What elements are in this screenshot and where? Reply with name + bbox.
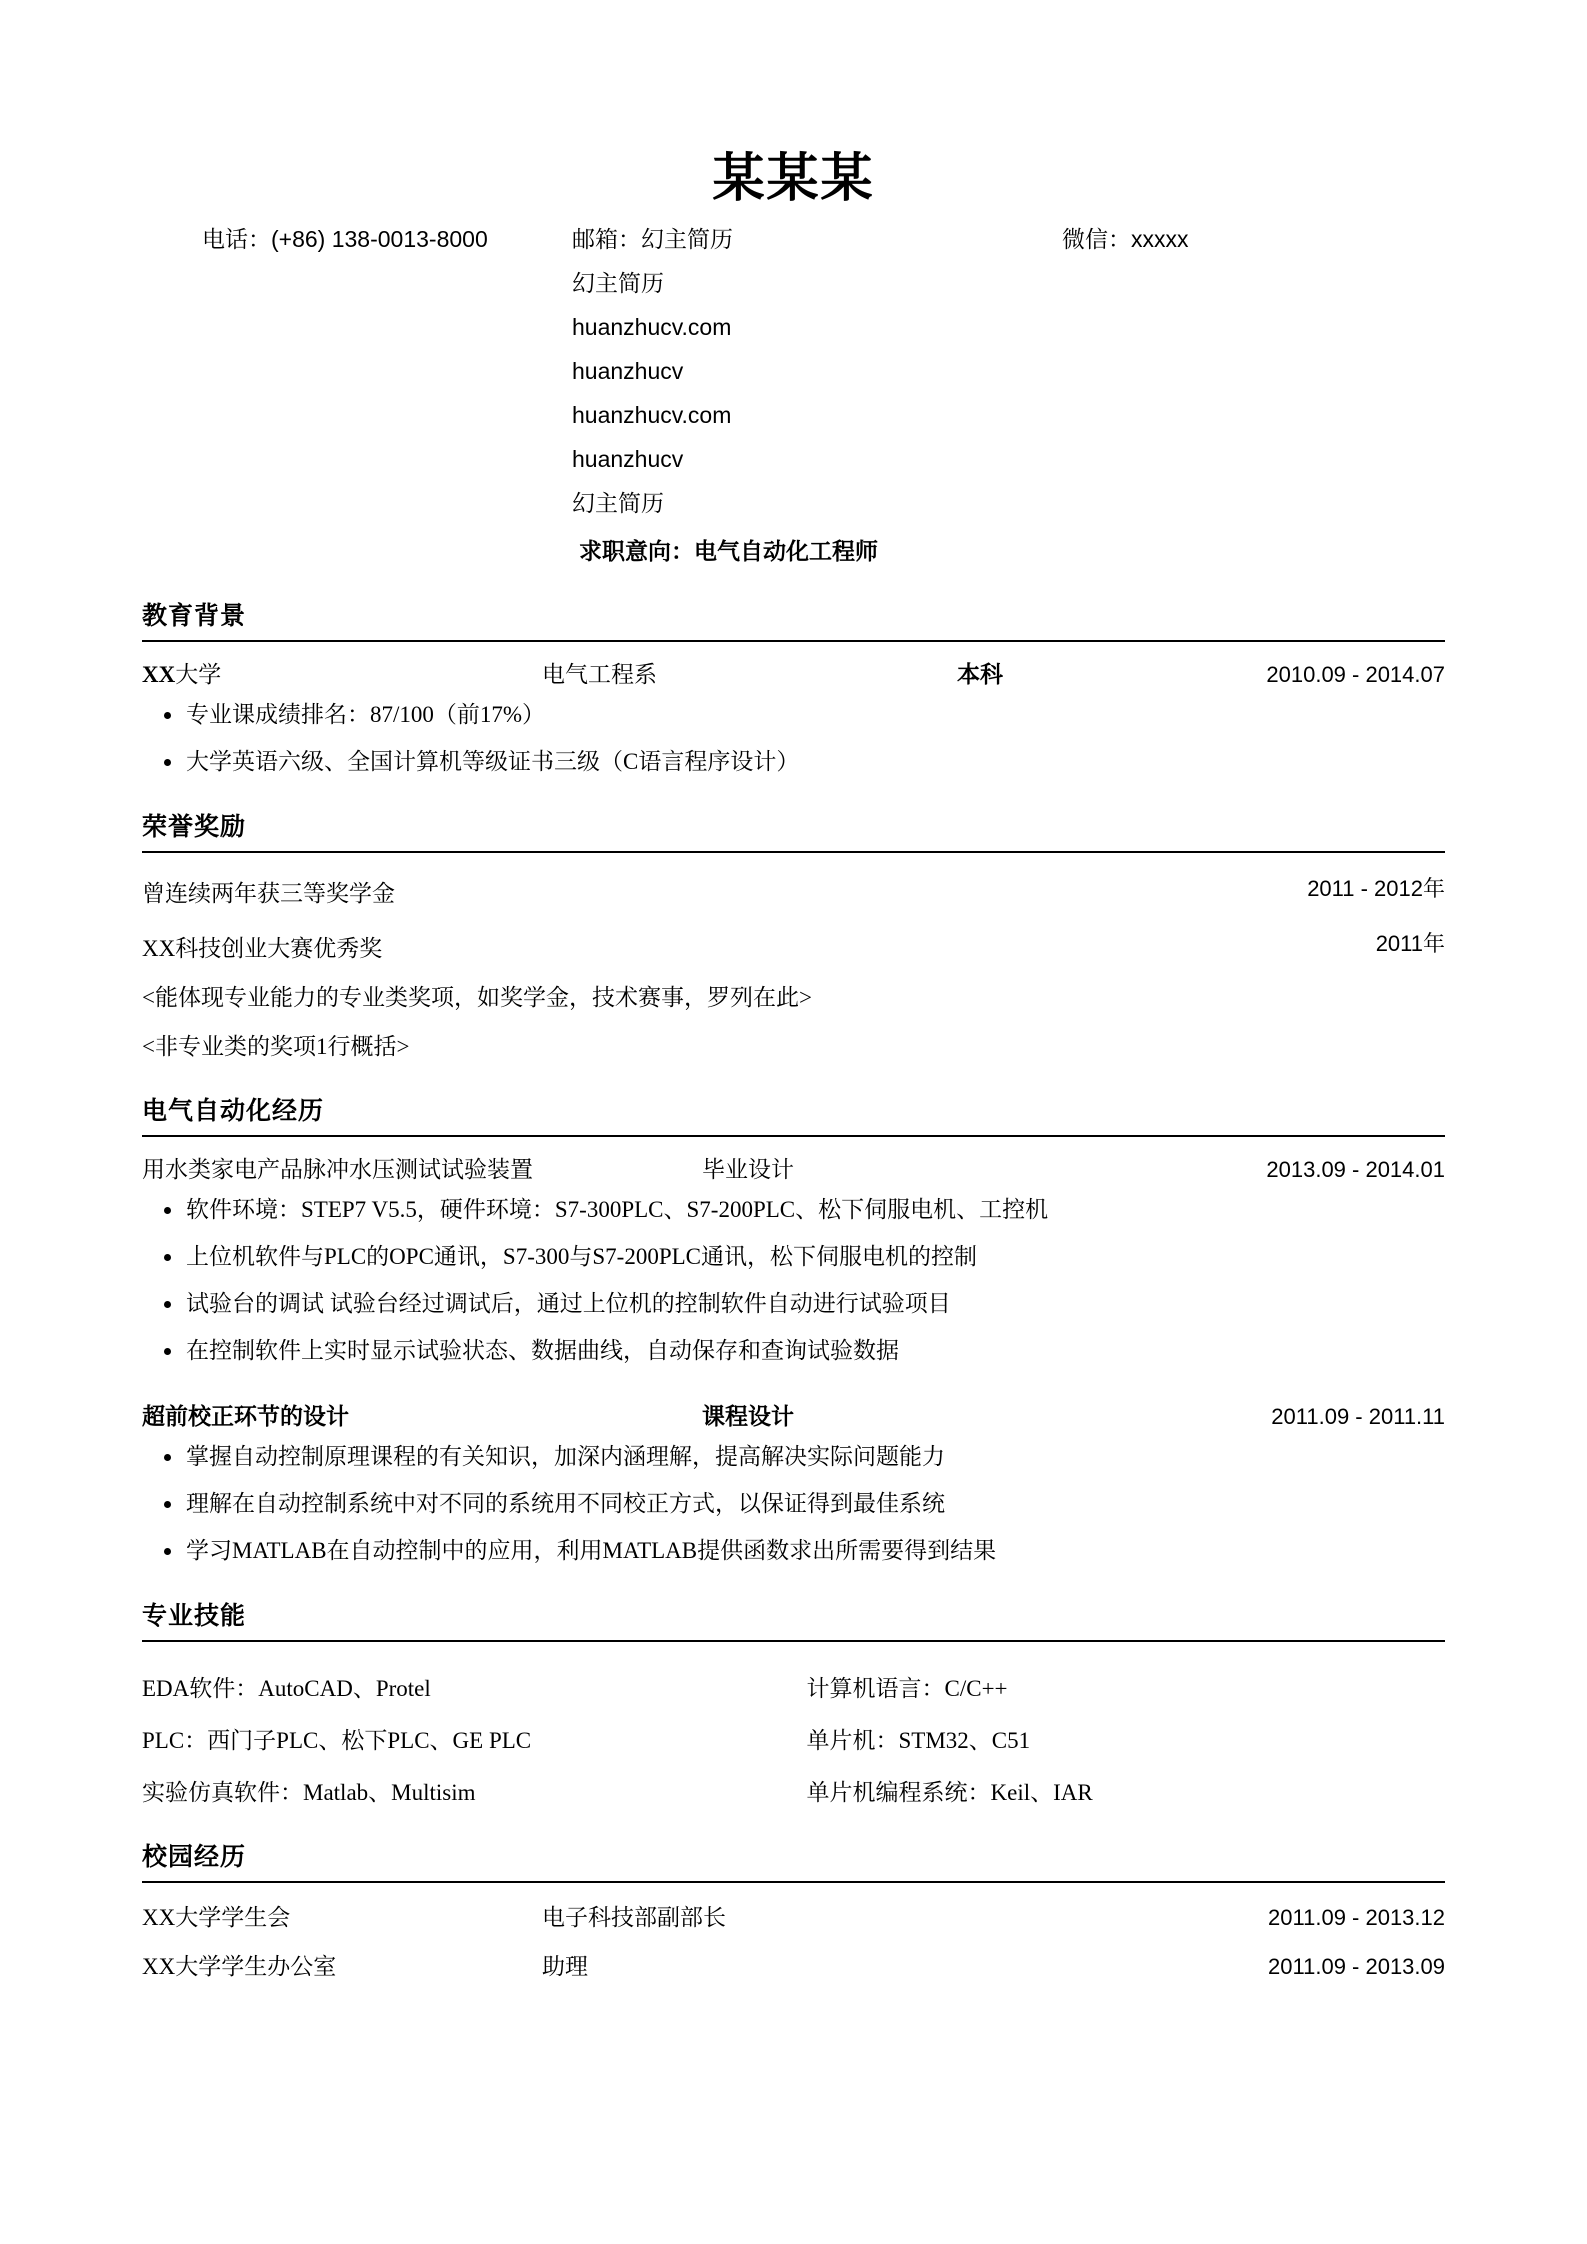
list-item: 学习MATLAB在自动控制中的应用，利用MATLAB提供函数求出所需要得到结果 — [142, 1535, 1445, 1566]
skill-line: 单片机：STM32、C51 — [806, 1728, 1031, 1754]
project-date: 2011.09 - 2011.11 — [1271, 1404, 1445, 1430]
email-extra-line: huanzhucv — [572, 445, 684, 472]
skills-grid — [142, 1656, 1445, 1807]
contact-phone — [142, 225, 572, 252]
email-extra-line: 幻主简历 — [572, 270, 664, 296]
wechat-label: 微信： — [1062, 226, 1131, 252]
email-extra-line: huanzhucv.com — [572, 401, 732, 428]
wechat-value: xxxxx — [1131, 225, 1189, 252]
phone-label: 电话： — [202, 226, 271, 252]
email-extra-line: 幻主简历 — [572, 490, 664, 516]
job-objective: 求职意向：电气自动化工程师 — [579, 538, 878, 564]
award-row — [142, 875, 1445, 908]
project-bullets — [142, 1441, 1445, 1566]
award-text: 曾连续两年获三等奖学金 — [142, 880, 395, 906]
section-title-campus: 校园经历 — [142, 1844, 247, 1872]
section-title-education: 教育背景 — [142, 602, 247, 630]
table-row — [142, 1899, 1445, 1932]
campus-date: 2011.09 - 2013.12 — [1268, 1905, 1445, 1931]
campus-org: XX大学学生办公室 — [142, 1954, 337, 1980]
email-first-line — [572, 228, 1002, 251]
section-awards — [142, 807, 1445, 1061]
skill-line: PLC：西门子PLC、松下PLC、GE PLC — [142, 1728, 532, 1754]
section-divider — [142, 1881, 1445, 1883]
section-divider — [142, 640, 1445, 642]
skill-line: 计算机语言：C/C++ — [806, 1676, 1008, 1702]
project-name: 超前校正环节的设计 — [142, 1404, 349, 1430]
project-type: 课程设计 — [702, 1404, 794, 1430]
campus-org: XX大学学生会 — [142, 1905, 291, 1931]
list-item: 掌握自动控制原理课程的有关知识，加深内涵理解，提高解决实际问题能力 — [142, 1441, 1445, 1472]
education-row — [142, 656, 1445, 689]
email-extra-line: huanzhucv — [572, 357, 684, 384]
education-school-prefix: XX — [142, 661, 176, 687]
project-date: 2013.09 - 2014.01 — [1266, 1156, 1445, 1182]
project-name: 用水类家电产品脉冲水压测试试验装置 — [142, 1156, 533, 1182]
contact-email — [572, 228, 1002, 515]
award-date: 2011年 — [1375, 930, 1445, 956]
education-school — [142, 656, 542, 689]
skill-line: 单片机编程系统：Keil、IAR — [806, 1780, 1093, 1806]
award-note: <能体现专业能力的专业类奖项，如奖学金，技术赛事，罗列在此> — [142, 984, 812, 1010]
award-date: 2011 - 2012年 — [1307, 875, 1445, 901]
project-row — [142, 1398, 1445, 1431]
list-item: 专业课成绩排名：87/100（前17%） — [142, 699, 1445, 730]
education-department: 电气工程系 — [542, 661, 657, 687]
section-campus — [142, 1837, 1445, 1981]
skills-column-left — [142, 1656, 794, 1807]
email-label: 邮箱： — [572, 226, 641, 252]
section-title-skills: 专业技能 — [142, 1603, 247, 1631]
section-education — [142, 596, 1445, 777]
award-text: XX科技创业大赛优秀奖 — [142, 935, 383, 961]
section-experience — [142, 1091, 1445, 1566]
list-item: 在控制软件上实时显示试验状态、数据曲线，自动保存和查询试验数据 — [142, 1335, 1445, 1366]
education-degree: 本科 — [957, 661, 1003, 687]
award-row — [142, 930, 1445, 963]
education-date: 2010.09 - 2014.07 — [1266, 661, 1445, 687]
section-divider — [142, 851, 1445, 853]
page-title: 某某某 — [712, 151, 875, 208]
table-row — [142, 1948, 1445, 1981]
email-extra-line: huanzhucv.com — [572, 313, 732, 340]
contact-wechat — [1002, 225, 1445, 252]
section-title-experience: 电气自动化经历 — [142, 1097, 325, 1125]
project-row — [142, 1151, 1445, 1184]
campus-role: 电子科技部副部长 — [542, 1905, 726, 1931]
section-divider — [142, 1640, 1445, 1642]
section-divider — [142, 1135, 1445, 1137]
campus-date: 2011.09 - 2013.09 — [1268, 1954, 1445, 1980]
phone-value: (+86) 138-0013-8000 — [271, 225, 488, 252]
project-type: 毕业设计 — [702, 1156, 794, 1182]
skills-column-right — [794, 1656, 1446, 1807]
list-item: 大学英语六级、全国计算机等级证书三级（C语言程序设计） — [142, 746, 1445, 777]
section-title-awards: 荣誉奖励 — [142, 813, 247, 841]
resume-content — [142, 0, 1445, 1981]
email-value: 幻主简历 — [641, 226, 733, 252]
education-school-rest: 大学 — [175, 661, 222, 687]
project-bullets — [142, 1194, 1445, 1366]
skill-line: 实验仿真软件：Matlab、Multisim — [142, 1780, 476, 1806]
list-item: 软件环境：STEP7 V5.5，硬件环境：S7-300PLC、S7-200PLC、松下伺服电机、工控机 — [142, 1194, 1445, 1225]
list-item: 上位机软件与PLC的OPC通讯，S7-300与S7-200PLC通讯，松下伺服电机的控制 — [142, 1241, 1445, 1272]
skill-line: EDA软件：AutoCAD、Protel — [142, 1676, 431, 1702]
award-note: <非专业类的奖项1行概括> — [142, 1033, 410, 1059]
section-skills — [142, 1596, 1445, 1807]
list-item: 试验台的调试 试验台经过调试后，通过上位机的控制软件自动进行试验项目 — [142, 1288, 1445, 1319]
list-item: 理解在自动控制系统中对不同的系统用不同校正方式，以保证得到最佳系统 — [142, 1488, 1445, 1519]
campus-role: 助理 — [542, 1954, 588, 1980]
contact-row — [142, 225, 1445, 516]
education-bullets — [142, 699, 1445, 777]
